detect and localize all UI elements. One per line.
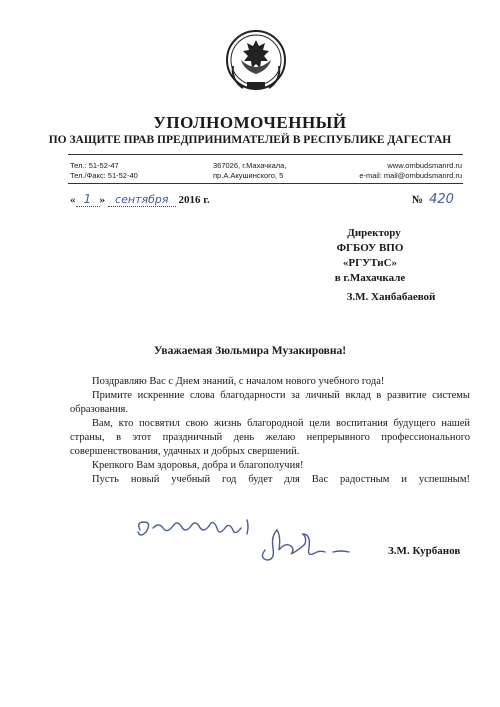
header-rule-top bbox=[68, 154, 463, 155]
paragraph-5: Пусть новый учебный год будет для Вас радостным и успешным! bbox=[92, 474, 470, 485]
address-line1: 367026, г.Махачкала, bbox=[213, 161, 287, 170]
contact-address bbox=[213, 161, 286, 181]
date-close-quote: » bbox=[99, 194, 105, 206]
paragraph-3: Вам, кто посвятил свою жизнь благородной цели воспитания будущего нашей страны, в этот праздничный день желаю непрерывного профессионального совершенствования, удачных и добрых свершений. bbox=[70, 418, 470, 457]
phone-text: Тел.: 51-52-47 bbox=[70, 161, 119, 170]
addressee-line3: «РГУТиС» bbox=[342, 257, 398, 269]
date-line bbox=[70, 192, 210, 207]
number-handwritten: 420 bbox=[429, 192, 454, 207]
date-month-handwritten: сентября bbox=[108, 193, 176, 207]
paragraph-1: Поздравляю Вас с Днем знаний, с началом нового учебного года! bbox=[92, 376, 385, 387]
handwritten-signature bbox=[135, 510, 355, 570]
addressee-line4: в г.Махачкале bbox=[334, 272, 406, 284]
number-label: № bbox=[412, 194, 424, 206]
header-rule-bottom bbox=[68, 183, 463, 184]
paragraph-2: Примите искренние слова благодарности за личный вклад в развитие системы образования. bbox=[70, 390, 470, 415]
salutation: Уважаемая Зюльмира Музакировна! bbox=[153, 345, 347, 357]
date-open-quote: « bbox=[70, 194, 76, 206]
org-subtitle: ПО ЗАЩИТЕ ПРАВ ПРЕДПРИНИМАТЕЛЕЙ В РЕСПУБЛИКЕ ДАГЕСТАН bbox=[48, 134, 452, 146]
paragraph-4: Крепкого Вам здоровья, добра и благополучия! bbox=[92, 460, 304, 471]
addressee-name: З.М. Ханбабаевой bbox=[346, 291, 436, 303]
org-title: УПОЛНОМОЧЕННЫЙ bbox=[153, 113, 347, 132]
date-day-handwritten: 1 bbox=[76, 192, 100, 207]
coat-of-arms-emblem bbox=[225, 26, 287, 98]
email-text: e-mail: mail@ombudsmanrd.ru bbox=[359, 171, 462, 180]
contact-phones bbox=[70, 161, 138, 181]
contact-web bbox=[359, 161, 462, 181]
website-text: www.ombudsmanrd.ru bbox=[387, 161, 462, 170]
document-number bbox=[412, 192, 454, 207]
date-year: 2016 г. bbox=[178, 194, 210, 206]
signer-name: З.М. Курбанов bbox=[388, 545, 461, 557]
addressee-line2: ФГБОУ ВПО bbox=[336, 242, 404, 254]
fax-text: Тел./Факс: 51-52-40 bbox=[70, 171, 138, 180]
address-line2: пр.А.Акушинского, 5 bbox=[213, 171, 284, 180]
addressee-line1: Директору bbox=[347, 227, 401, 239]
